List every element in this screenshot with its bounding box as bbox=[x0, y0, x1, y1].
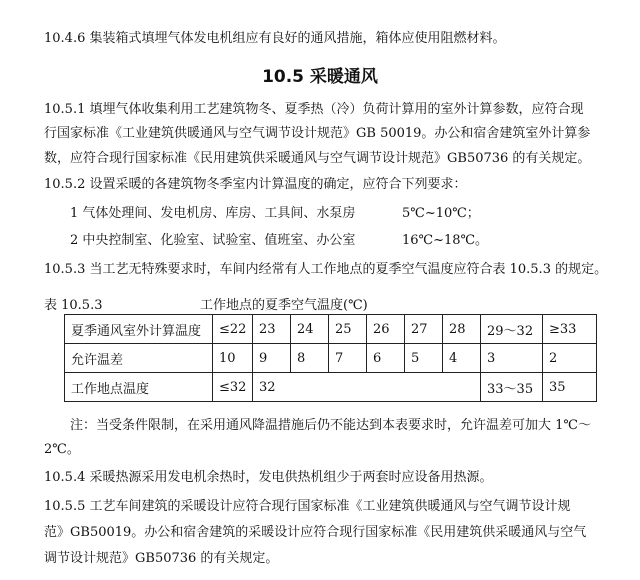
table-cell: 27 bbox=[405, 315, 443, 344]
table-cell: 35 bbox=[543, 373, 597, 402]
clause-10-5-1-line2: 行国家标准《工业建筑供暖通风与空气调节设计规范》GB 50019。办公和宿舍建筑室外计算参 bbox=[44, 126, 591, 141]
row-header-allowed-diff: 允许温差 bbox=[65, 344, 213, 373]
table-cell: 5 bbox=[405, 344, 443, 373]
clause-10-5-1-line1: 10.5.1 填埋气体收集利用工艺建筑物冬、夏季热（冷）负荷计算用的室外计算参数，应符合现 bbox=[44, 102, 584, 117]
table-row bbox=[65, 315, 597, 344]
table-cell: 24 bbox=[291, 315, 329, 344]
requirement-2-label: 2 中央控制室、化验室、试验室、值班室、办公室 bbox=[70, 233, 356, 248]
section-title: 10.5 采暖通风 bbox=[262, 67, 378, 87]
table-cell: 2 bbox=[543, 344, 597, 373]
row-header-outdoor-temp: 夏季通风室外计算温度 bbox=[65, 315, 213, 344]
requirement-1-label: 1 气体处理间、发电机房、库房、工具间、水泵房 bbox=[70, 206, 356, 221]
table-cell: 3 bbox=[481, 344, 543, 373]
table-cell: ≤32 bbox=[213, 373, 253, 402]
table-cell: 10 bbox=[213, 344, 253, 373]
clause-10-5-1-line3: 数，应符合现行国家标准《民用建筑供采暖通风与空气调节设计规范》GB50736 的有关规定。 bbox=[44, 151, 591, 166]
table-cell: 9 bbox=[253, 344, 291, 373]
table-cell: 7 bbox=[329, 344, 367, 373]
table-label: 表 10.5.3 bbox=[44, 298, 103, 313]
table-cell: 4 bbox=[443, 344, 481, 373]
table-note-line1: 注：当受条件限制，在采用通风降温措施后仍不能达到本表要求时，允许温差可加大 1℃～ bbox=[70, 418, 591, 433]
table-cell: ≥33 bbox=[543, 315, 597, 344]
clause-10-5-4: 10.5.4 采暖热源采用发电机余热时，发电供热机组少于两套时应设备用热源。 bbox=[44, 470, 493, 485]
table-cell: ≤22 bbox=[213, 315, 253, 344]
temperature-table bbox=[64, 314, 597, 402]
table-cell: 23 bbox=[253, 315, 291, 344]
row-header-workplace-temp: 工作地点温度 bbox=[65, 373, 213, 402]
clause-10-5-5-line1: 10.5.5 工艺车间建筑的采暖设计应符合现行国家标准《工业建筑供暖通风与空气调节设计规 bbox=[44, 499, 571, 514]
table-cell: 29～32 bbox=[481, 315, 543, 344]
requirement-2-value: 16℃~18℃。 bbox=[402, 233, 489, 248]
table-cell: 6 bbox=[367, 344, 405, 373]
table-cell: 8 bbox=[291, 344, 329, 373]
table-cell: 33～35 bbox=[481, 373, 543, 402]
clause-10-5-3: 10.5.3 当工艺无特殊要求时，车间内经常有人工作地点的夏季空气温度应符合表 10.5.3 的规定。 bbox=[44, 262, 608, 277]
clause-10-5-5-line2: 范》GB50019。办公和宿舍建筑的采暖设计应符合现行国家标准《民用建筑供采暖通风与空气 bbox=[44, 525, 587, 540]
table-row bbox=[65, 373, 597, 402]
table-cell: 28 bbox=[443, 315, 481, 344]
requirement-1-value: 5℃~10℃； bbox=[402, 206, 480, 221]
table-row bbox=[65, 344, 597, 373]
table-cell: 25 bbox=[329, 315, 367, 344]
clause-10-5-2: 10.5.2 设置采暖的各建筑物冬季室内计算温度的确定，应符合下列要求： bbox=[44, 177, 467, 192]
table-cell: 26 bbox=[367, 315, 405, 344]
clause-10-5-5-line3: 调节设计规范》GB50736 的有关规定。 bbox=[44, 551, 279, 566]
table-title: 工作地点的夏季空气温度(℃) bbox=[200, 298, 368, 313]
table-note-line2: 2℃。 bbox=[44, 442, 80, 457]
clause-10-4-6: 10.4.6 集装箱式填埋气体发电机组应有良好的通风措施，箱体应使用阻燃材料。 bbox=[44, 31, 506, 46]
table-cell: 32 bbox=[253, 373, 481, 402]
